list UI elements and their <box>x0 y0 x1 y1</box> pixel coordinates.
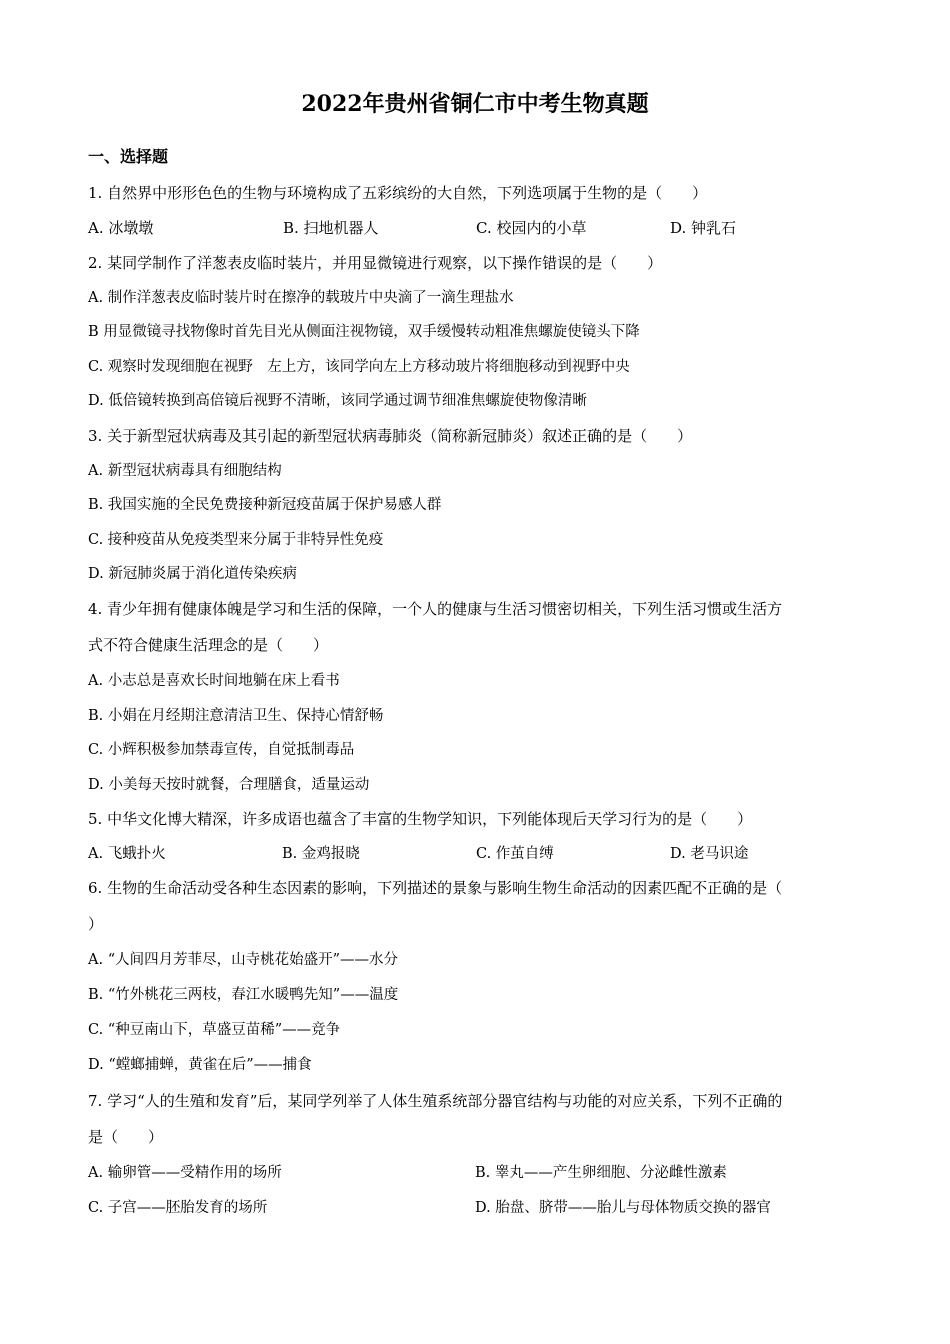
question-6-option-a: A. “人间四月芳菲尽，山寺桃花始盛开”——水分 <box>88 952 399 968</box>
question-5-option-c: C. 作茧自缚 <box>476 846 554 862</box>
question-5-option-d: D. 老马识途 <box>670 846 749 862</box>
question-4-option-d: D. 小美每天按时就餐，合理膳食，适量运动 <box>88 777 370 793</box>
question-6-stem-line-1: 6. 生物的生命活动受各种生态因素的影响，下列描述的景象与影响生物生命活动的因素匹配不正确的是（ <box>88 879 783 897</box>
question-3-stem: 3. 关于新型冠状病毒及其引起的新型冠状病毒肺炎（简称新冠肺炎）叙述正确的是（ ） <box>88 427 693 445</box>
question-1-option-b: B. 扫地机器人 <box>283 219 379 237</box>
question-4-stem-line-2: 式不符合健康生活理念的是（ ） <box>88 636 329 654</box>
question-7-option-c: C. 子宫——胚胎发育的场所 <box>88 1200 268 1216</box>
question-7-option-d: D. 胎盘、脐带——胎儿与母体物质交换的器官 <box>475 1200 771 1216</box>
question-7-option-a: A. 输卵管——受精作用的场所 <box>88 1165 282 1181</box>
question-7-option-b: B. 睾丸——产生卵细胞、分泌雌性激素 <box>475 1165 727 1181</box>
question-1-option-a: A. 冰墩墩 <box>88 219 154 237</box>
question-5-stem: 5. 中华文化博大精深，许多成语也蕴含了丰富的生物学知识，下列能体现后天学习行为的是（ ） <box>88 810 753 828</box>
question-7-stem-line-1: 7. 学习“人的生殖和发育”后，某同学列举了人体生殖系统部分器官结构与功能的对应关系，下列不正确的 <box>88 1092 783 1110</box>
question-2-option-c: C. 观察时发现细胞在视野 左上方，该同学向左上方移动玻片将细胞移动到视野中央 <box>88 359 630 375</box>
question-3-option-d: D. 新冠肺炎属于消化道传染疾病 <box>88 566 297 582</box>
section-heading: 一、选择题 <box>88 147 169 166</box>
question-1-stem: 1. 自然界中形形色色的生物与环境构成了五彩缤纷的大自然，下列选项属于生物的是（ ） <box>88 184 708 202</box>
question-6-stem-line-2: ） <box>88 915 104 933</box>
question-6-option-d: D. “螳螂捕蝉，黄雀在后”——捕食 <box>88 1057 312 1073</box>
question-6-option-b: B. “竹外桃花三两枝，春江水暖鸭先知”——温度 <box>88 987 399 1003</box>
question-2-stem: 2. 某同学制作了洋葱表皮临时装片，并用显微镜进行观察，以下操作错误的是（ ） <box>88 254 663 272</box>
page-title: 2022年贵州省铜仁市中考生物真题 <box>301 91 649 117</box>
question-6-option-c: C. “种豆南山下，草盛豆苗稀”——竞争 <box>88 1022 341 1038</box>
question-4-option-c: C. 小辉积极参加禁毒宣传，自觉抵制毒品 <box>88 742 355 758</box>
question-3-option-a: A. 新型冠状病毒具有细胞结构 <box>88 463 282 479</box>
question-5-option-a: A. 飞蛾扑火 <box>88 846 166 862</box>
question-7-stem-line-2: 是（ ） <box>88 1128 164 1146</box>
question-2-option-d: D. 低倍镜转换到高倍镜后视野不清晰，该同学通过调节细准焦螺旋使物像清晰 <box>88 393 587 409</box>
question-4-option-b: B. 小娟在月经期注意清洁卫生、保持心情舒畅 <box>88 708 384 724</box>
question-2-option-a: A. 制作洋葱表皮临时装片时在擦净的载玻片中央滴了一滴生理盐水 <box>88 290 514 306</box>
question-3-option-b: B. 我国实施的全民免费接种新冠疫苗属于保护易感人群 <box>88 497 442 513</box>
question-5-option-b: B. 金鸡报晓 <box>282 846 360 862</box>
question-1-option-d: D. 钟乳石 <box>670 219 737 237</box>
question-4-option-a: A. 小志总是喜欢长时间地躺在床上看书 <box>88 673 340 689</box>
question-3-option-c: C. 接种疫苗从免疫类型来分属于非特异性免疫 <box>88 532 384 548</box>
question-2-option-b: B 用显微镜寻找物像时首先目光从侧面注视物镜，双手缓慢转动粗准焦螺旋使镜头下降 <box>88 324 640 340</box>
question-4-stem-line-1: 4. 青少年拥有健康体魄是学习和生活的保障，一个人的健康与生活习惯密切相关，下列生活习惯或生活方 <box>88 600 783 618</box>
question-1-option-c: C. 校园内的小草 <box>476 219 587 237</box>
